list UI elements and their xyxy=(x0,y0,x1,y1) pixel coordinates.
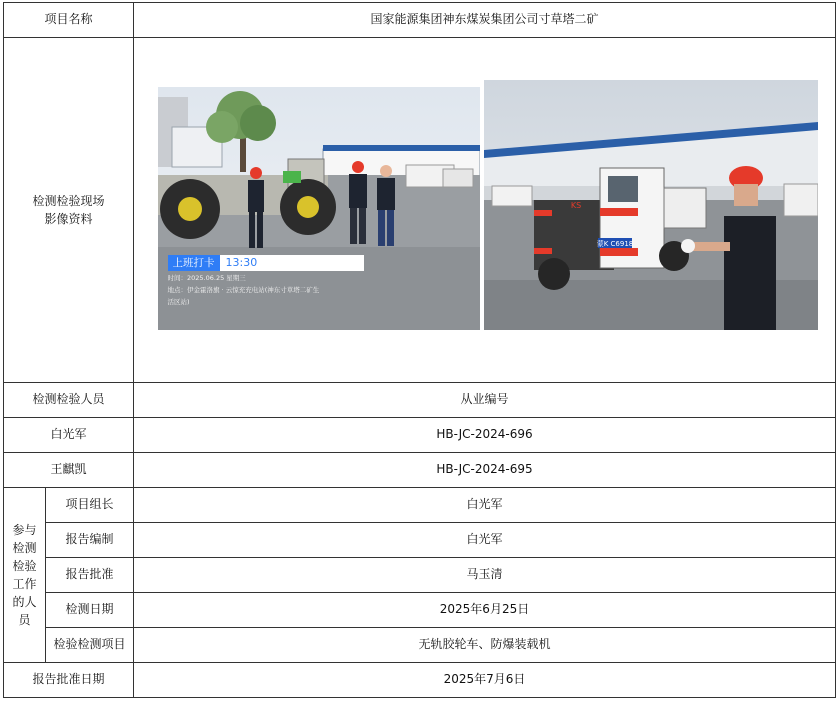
participant-value: 2025年6月25日 xyxy=(134,593,836,628)
inspectors-header-value: 从业编号 xyxy=(134,383,836,418)
site-images-row xyxy=(4,38,836,383)
participants-group-label-line: 的人 xyxy=(12,595,37,609)
participants-group-label-line: 参与 xyxy=(12,523,37,537)
site-images-label-line2: 影像资料 xyxy=(44,212,93,226)
approval-value: 2025年7月6日 xyxy=(134,663,836,698)
participants-group-label-line: 工作 xyxy=(12,577,37,591)
participant-row xyxy=(4,593,836,628)
check-in-bar xyxy=(168,255,364,271)
check-in-tag: 上班打卡 xyxy=(168,255,220,271)
vehicle-plate: 蒙K C6918 xyxy=(596,239,633,248)
check-in-time: 13:30 xyxy=(220,255,364,271)
participant-role: 检测日期 xyxy=(46,593,134,628)
photo-vehicle-graphic xyxy=(484,80,818,330)
site-photo-vehicle xyxy=(484,80,818,330)
project-row xyxy=(4,3,836,38)
participants-group-label-line: 员 xyxy=(18,613,31,627)
check-in-stamp xyxy=(168,255,364,308)
participant-row xyxy=(4,523,836,558)
participant-role: 报告批准 xyxy=(46,558,134,593)
approval-label: 报告批准日期 xyxy=(4,663,134,698)
participant-value: 白光军 xyxy=(134,488,836,523)
inspector-row xyxy=(4,453,836,488)
participants-group-label-line: 检验 xyxy=(12,559,37,573)
site-images-cell xyxy=(134,38,836,383)
participant-value: 无轨胶轮车、防爆装载机 xyxy=(134,628,836,663)
site-images-label xyxy=(4,38,134,383)
site-photo-inspectors xyxy=(158,87,480,330)
project-name-value: 国家能源集团神东煤炭集团公司寸草塔二矿 xyxy=(134,3,836,38)
inspector-name: 白光军 xyxy=(4,418,134,453)
inspector-code: HB-JC-2024-696 xyxy=(134,418,836,453)
site-photos xyxy=(135,39,835,382)
participant-value: 马玉清 xyxy=(134,558,836,593)
participant-role: 检验检测项目 xyxy=(46,628,134,663)
check-in-location-line2: 活区站) xyxy=(167,298,190,307)
inspector-row xyxy=(4,418,836,453)
inspectors-header-label: 检测检验人员 xyxy=(4,383,134,418)
approval-row xyxy=(4,663,836,698)
check-in-location-line1: 地点：伊金霍洛旗 · 云惊充充电站(神东寸草塔二矿生 xyxy=(167,285,320,294)
inspector-name: 王麒凯 xyxy=(4,453,134,488)
participants-group-label-line: 检测 xyxy=(12,541,37,555)
participant-row xyxy=(4,558,836,593)
report-info-table xyxy=(3,2,836,698)
participant-row xyxy=(4,628,836,663)
vehicle-mark: KS xyxy=(570,200,581,210)
check-in-date: 时间：2025.06.25 星期三 xyxy=(167,273,246,282)
inspector-code: HB-JC-2024-695 xyxy=(134,453,836,488)
participant-role: 报告编制 xyxy=(46,523,134,558)
participant-role: 项目组长 xyxy=(46,488,134,523)
participant-value: 白光军 xyxy=(134,523,836,558)
site-images-label-line1: 检测检验现场 xyxy=(32,194,105,208)
inspectors-header-row xyxy=(4,383,836,418)
project-name-label: 项目名称 xyxy=(4,3,134,38)
participants-group-label xyxy=(4,488,46,663)
participant-row xyxy=(4,488,836,523)
